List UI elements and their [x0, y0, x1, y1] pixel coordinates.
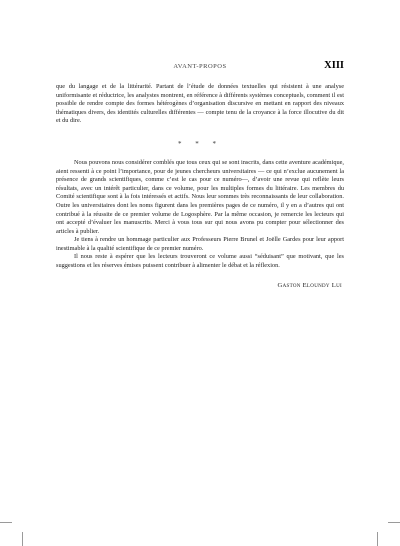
crop-mark-left-vertical — [22, 532, 23, 546]
paragraph-continuation: que du langage et de la littérarité. Partant de l’étude de données textuelles qui résistent à une analyse uniformisante et réductrice, les analystes montrent, en référence à différents systèmes conceptuels, comment il est possible de rendre compte des formes hétérogènes d’organisation discursive en mettant en rapport des niveaux thématiques divers, des identités culturelles différentes — compte tenu de la croyance à la force illocutive du dit et du dire. — [56, 83, 344, 125]
running-title: AVANT-PROPOS — [173, 63, 227, 70]
crop-mark-right-horizontal — [388, 522, 400, 523]
paragraph-acknowledgements: Nous pouvons nous considérer comblés que tous ceux qui se sont inscrits, dans cette aventure académique, aient ressenti à ce point l’importance, pour de jeunes chercheurs universitaires — ce qui n’exclue aucunement la présence de grands scientifiques, comme c’est le cas pour ce numéro—, d’avoir une revue qui reflète leurs résultats, avec un intérêt particulier, dans ce volume, pour les multiples formes du littéraire. Les membres du Comité scientifique sont à la fois intéressés et actifs. Nous leur sommes très reconnaissants de leur collaboration. Outre les universitaires dont les noms figurent dans les premières pages de ce numéro, il y en a d’autres qui ont contribué à la réussite de ce premier volume de Logosphère. Par la même occasion, je remercie les lecteurs qui ont accepté d’évaluer les manuscrits. Merci à vous tous sur qui nous avons pu compter pour sélectionner des articles à publier. — [56, 159, 344, 235]
paragraph-closing: Il nous reste à espérer que les lecteurs trouveront ce volume aussi “séduisant” que motivant, que les suggestions et les réserves émises puissent contribuer à alimenter le débat et la réflexion. — [56, 253, 344, 269]
body-text — [56, 83, 344, 291]
paragraph-homage: Je tiens à rendre un hommage particulier aux Professeurs Pierre Brunel et Joëlle Gardes pour leur apport inestimable à la qualité scientifique de ce premier numéro. — [56, 236, 344, 252]
crop-mark-left-horizontal — [0, 522, 12, 523]
page-number: XIII — [324, 60, 344, 71]
crop-mark-right-vertical — [377, 532, 378, 546]
section-separator: * * * — [178, 139, 222, 148]
author-signature: Gaston Eloundy Lui — [277, 282, 342, 290]
page-header — [56, 60, 344, 74]
